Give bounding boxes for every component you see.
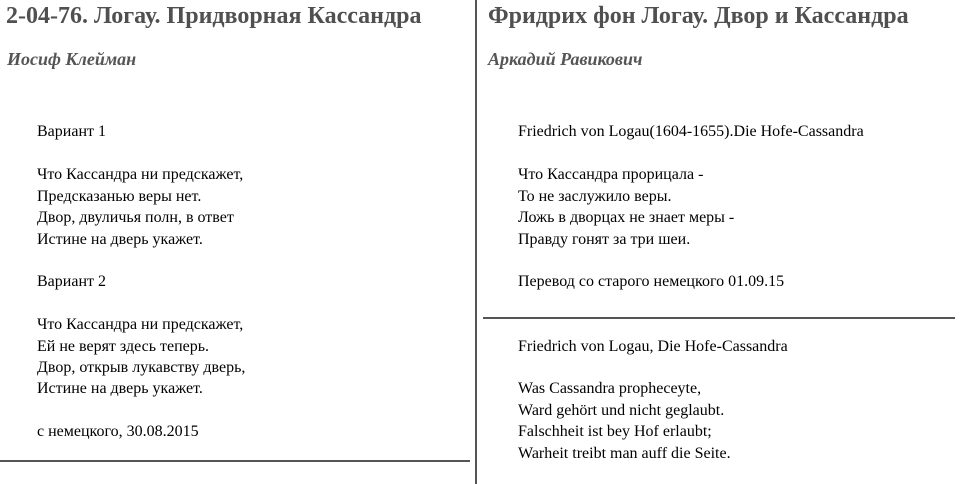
- right-column: [478, 0, 961, 484]
- variant1-line: Двор, двуличья полн, в ответ: [37, 209, 234, 226]
- right-poem-line: Ложь в дворцах не знает меры -: [518, 209, 735, 226]
- left-translation-note: с немецкого, 30.08.2015: [37, 423, 199, 440]
- variant2-line: Ей не верят здесь теперь.: [37, 338, 210, 355]
- original-line: Was Cassandra propheceyte,: [518, 380, 702, 397]
- variant1-line: Что Кассандра ни предскажет,: [37, 166, 244, 183]
- original-line: Falschheit ist bey Hof erlaubt;: [518, 423, 712, 440]
- variant1-label: Вариант 1: [37, 123, 106, 140]
- left-poem-title: 2-04-76. Логау. Придворная Кассандра: [6, 3, 422, 29]
- right-author: Аркадий Равикович: [488, 49, 643, 69]
- right-poem-line: То не заслужило веры.: [518, 188, 672, 205]
- variant2-label: Вариант 2: [37, 273, 106, 290]
- variant2-line: Что Кассандра ни предскажет,: [37, 316, 244, 333]
- original-heading: Friedrich von Logau, Die Hofe-Cassandra: [518, 338, 788, 355]
- right-poem-line: Что Кассандра прорицала -: [518, 166, 704, 183]
- right-section-divider: [483, 317, 955, 319]
- right-translation-note: Перевод со старого немецкого 01.09.15: [518, 273, 785, 290]
- variant2-line: Истине на дверь укажет.: [37, 380, 203, 397]
- right-poem-line: Правду гонят за три шеи.: [518, 231, 691, 248]
- original-line: Ward gehört und nicht geglaubt.: [518, 402, 725, 419]
- right-poem-title: Фридрих фон Логау. Двор и Кассандра: [488, 3, 909, 29]
- left-bottom-divider: [0, 460, 470, 462]
- left-column: [0, 0, 470, 484]
- original-line: Warheit treibt man auff die Seite.: [518, 445, 731, 462]
- variant1-line: Предсказанью веры нет.: [37, 188, 202, 205]
- left-author: Иосиф Клейман: [7, 49, 137, 69]
- variant2-line: Двор, открыв лукавству дверь,: [37, 359, 246, 376]
- right-source-heading: Friedrich von Logau(1604-1655).Die Hofe-Cassandra: [518, 123, 864, 140]
- variant1-line: Истине на дверь укажет.: [37, 231, 203, 248]
- column-divider: [475, 0, 477, 484]
